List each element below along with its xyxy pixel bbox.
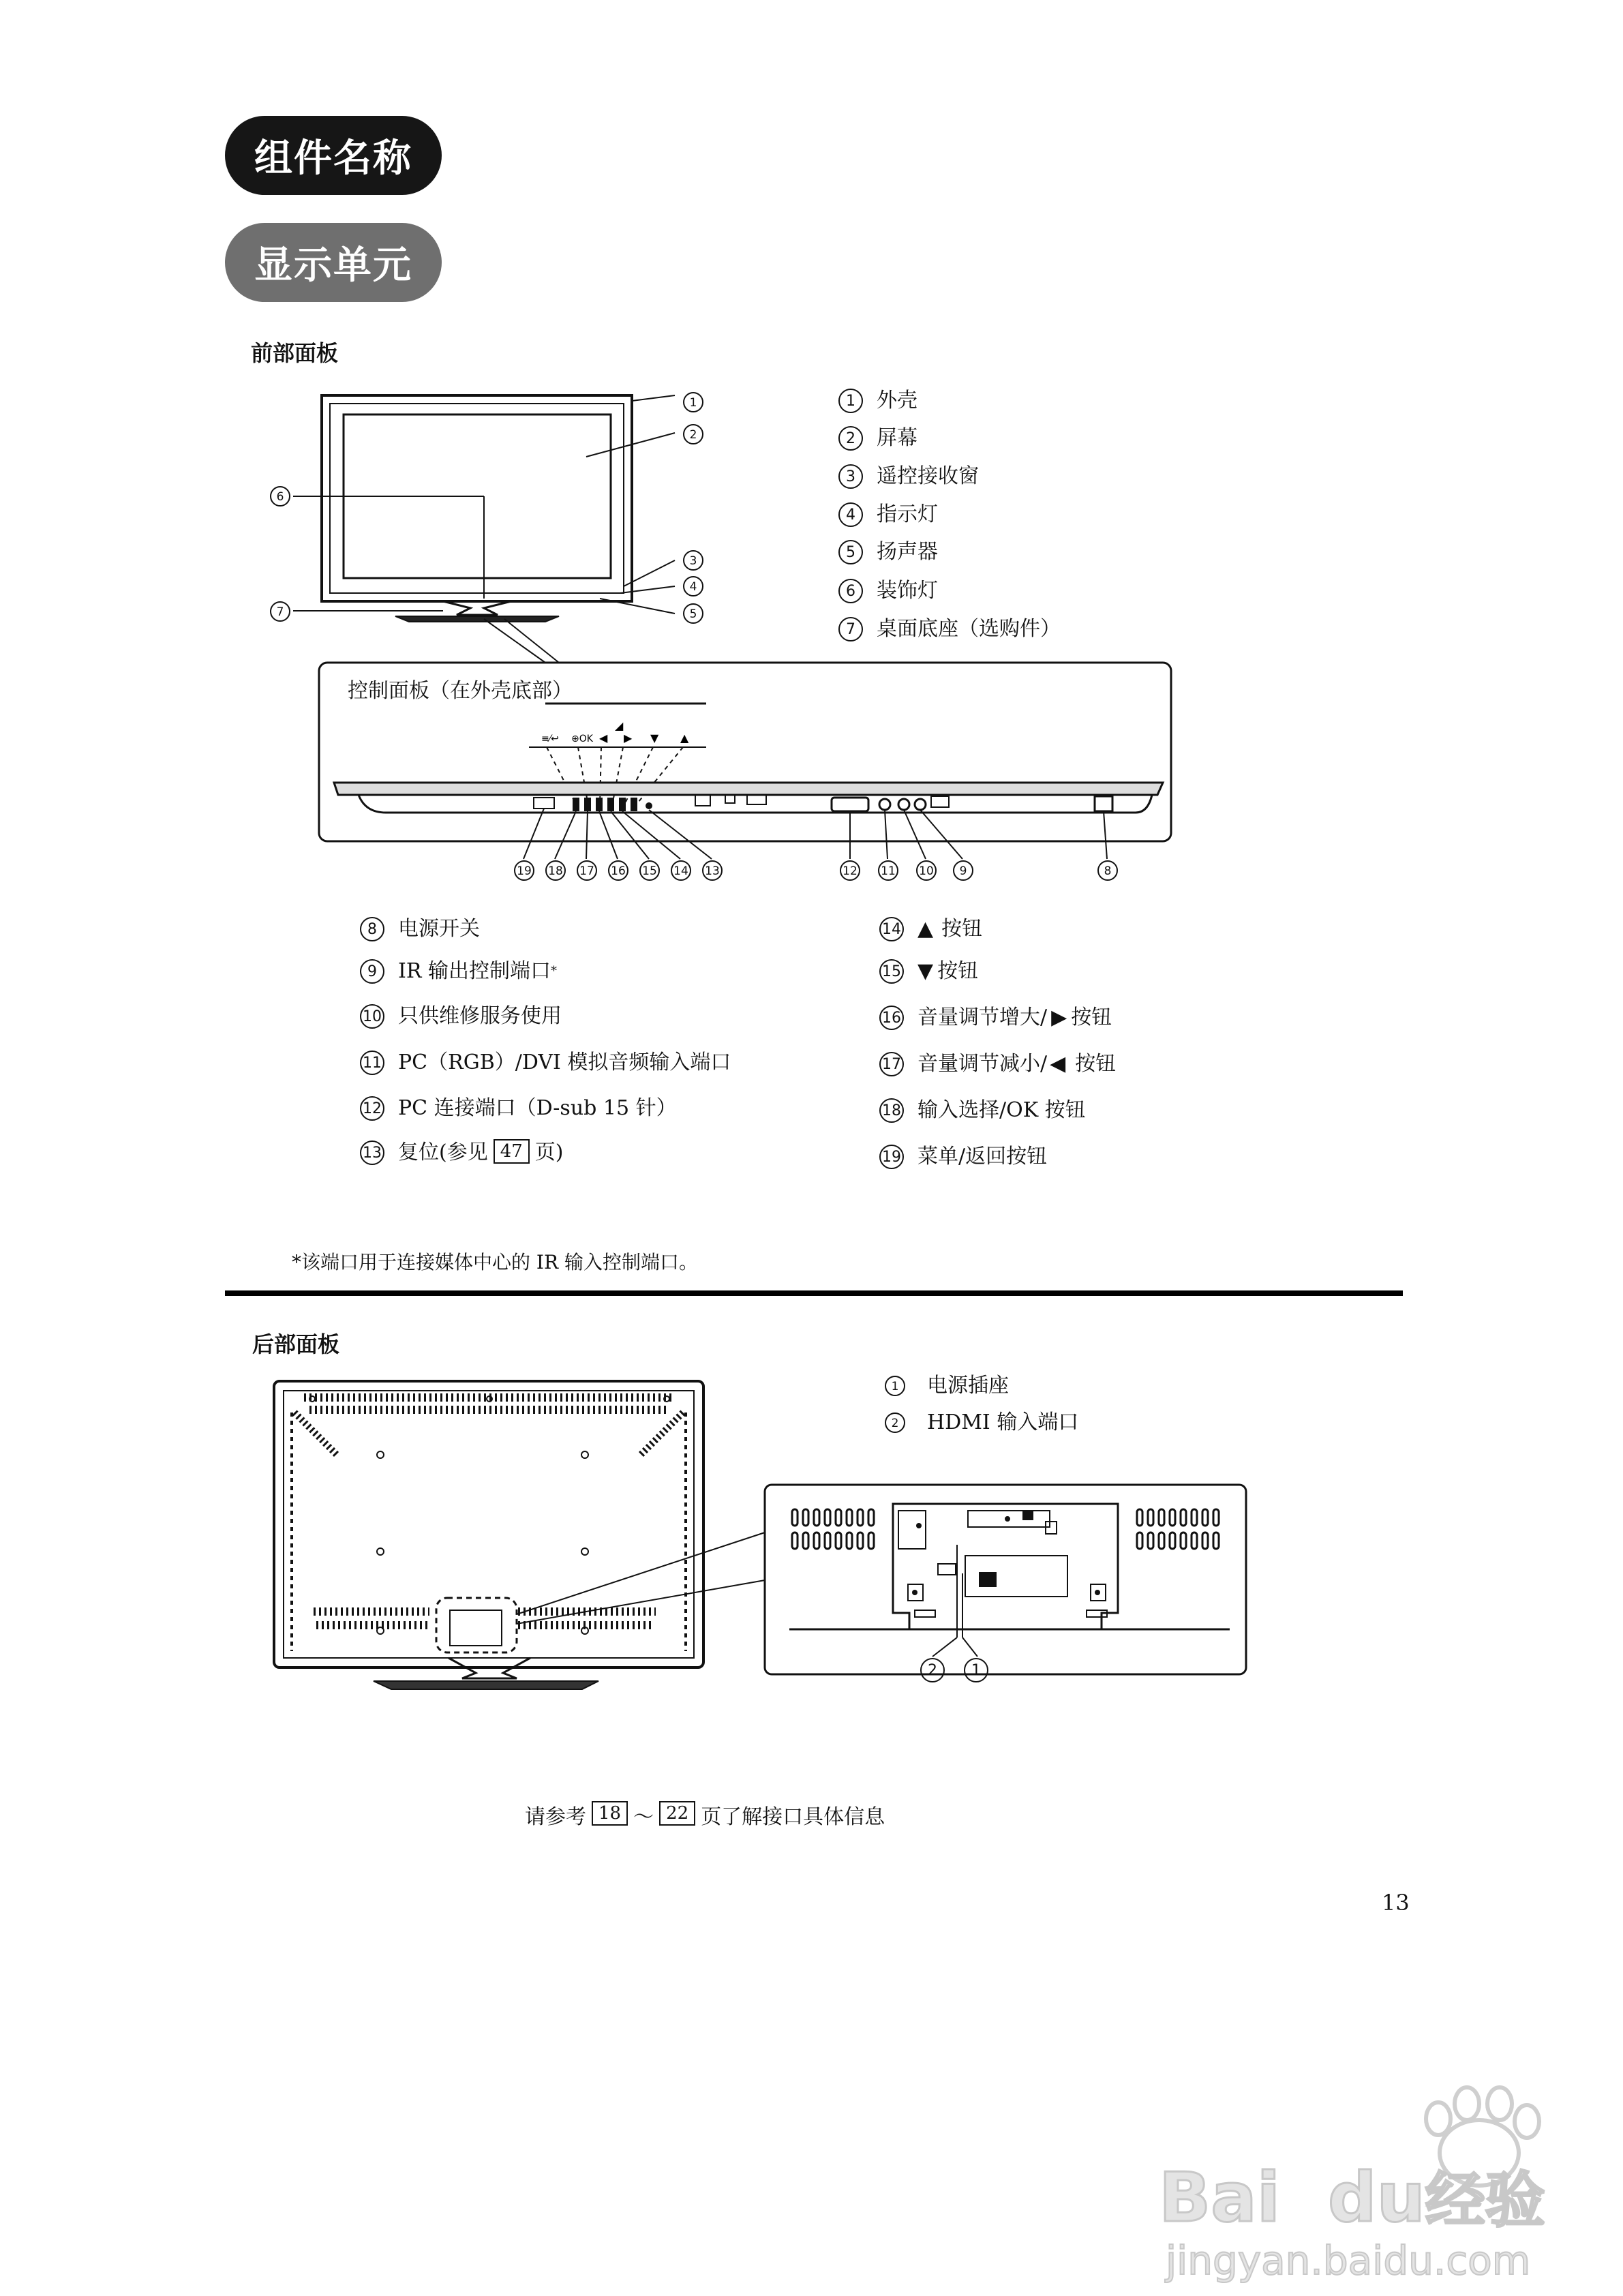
legend-item: 17 音量调节减小/ ◀ 按钮 [879,1052,1116,1076]
front-tv-diagram [273,382,818,654]
section-title: 组件名称 [225,116,442,195]
baidu-watermark: Bai du经验 jingyan.baidu.com [1159,2079,1602,2284]
legend-item: 12 PC 连接端口（D-sub 15 针） [360,1096,677,1121]
legend-item: 1 电源插座 [885,1376,1009,1396]
svg-text:▶: ▶ [624,731,633,744]
callout-3: 3 [683,550,703,571]
page-ref-box: 47 [494,1139,530,1164]
legend-item: 6 装饰灯 [838,579,938,603]
callout-8: 8 [1097,860,1118,881]
callout-9: 9 [953,860,973,881]
rear-tv-diagram [271,1378,748,1699]
legend-item: 18 输入选择/OK 按钮 [879,1098,1086,1123]
callout-10: 10 [916,860,937,881]
svg-text:▼: ▼ [650,731,659,744]
footnote: *该端口用于连接媒体中心的 IR 输入控制端口。 [292,1251,698,1273]
page-ref-box: 18 [592,1801,628,1826]
legend-item: 3 遥控接收窗 [838,464,979,489]
detail-callout-1: 1 [964,1658,988,1682]
legend-item: 5 扬声器 [838,540,938,564]
callout-16: 16 [608,860,628,881]
legend-item: 2 HDMI 输入端口 [885,1413,1078,1433]
callout-14: 14 [671,860,691,881]
legend-item: 7 桌面底座（选购件） [838,617,1061,641]
legend-item: 13 复位(参见 47 页) [360,1141,564,1165]
callout-6: 6 [270,486,290,507]
legend-item: 11 PC（RGB）/DVI 模拟音频输入端口 [360,1051,731,1075]
subsection-title: 显示单元 [225,223,442,302]
callout-5: 5 [683,603,703,624]
svg-text:◢: ◢ [615,719,624,732]
legend-item: 9 IR 输出控制端口 * [360,959,557,984]
svg-text:≡⁄↩: ≡⁄↩ [541,734,559,744]
section-divider [225,1290,1403,1296]
left-triangle-icon: ◀ [1050,1052,1066,1076]
up-icon: ▲ [917,917,934,941]
page-ref-box: 22 [659,1801,695,1826]
rear-panel-heading: 后部面板 [252,1331,340,1357]
legend-item: 19 菜单/返回按钮 [879,1145,1047,1169]
callout-19: 19 [514,860,534,881]
callout-11: 11 [878,860,898,881]
callout-4: 4 [683,576,703,596]
callout-17: 17 [577,860,597,881]
legend-item: 16 音量调节增大/ ▶ 按钮 [879,1006,1112,1030]
legend-item: 15 ▼ 按钮 [879,959,978,984]
callout-12: 12 [840,860,860,881]
callout-18: 18 [545,860,566,881]
callout-13: 13 [702,860,723,881]
page-reference: 请参考 18 ～ 22 页了解接口具体信息 [525,1800,885,1830]
callout-15: 15 [639,860,660,881]
svg-text:⊕OK: ⊕OK [571,734,593,744]
legend-item: 8 电源开关 [360,917,480,941]
down-icon: ▼ [917,959,934,983]
legend-item: 10 只供维修服务使用 [360,1004,562,1029]
legend-item: 2 屏幕 [838,426,917,451]
detail-callout-2: 2 [920,1658,945,1682]
control-panel-label: 控制面板（在外壳底部） [348,679,573,703]
right-triangle-icon: ▶ [1051,1006,1067,1029]
svg-text:◀: ◀ [599,731,608,744]
callout-1: 1 [683,392,703,412]
svg-text:▲: ▲ [680,731,689,744]
front-panel-heading: 前部面板 [251,340,339,366]
legend-item: 4 指示灯 [838,502,938,527]
callout-2: 2 [683,424,703,444]
legend-item: 1 外壳 [838,389,917,413]
rear-detail-diagram [763,1483,1254,1681]
page-number: 13 [1382,1890,1410,1916]
callout-7: 7 [270,601,290,622]
legend-item: 14 ▲ 按钮 [879,917,982,941]
